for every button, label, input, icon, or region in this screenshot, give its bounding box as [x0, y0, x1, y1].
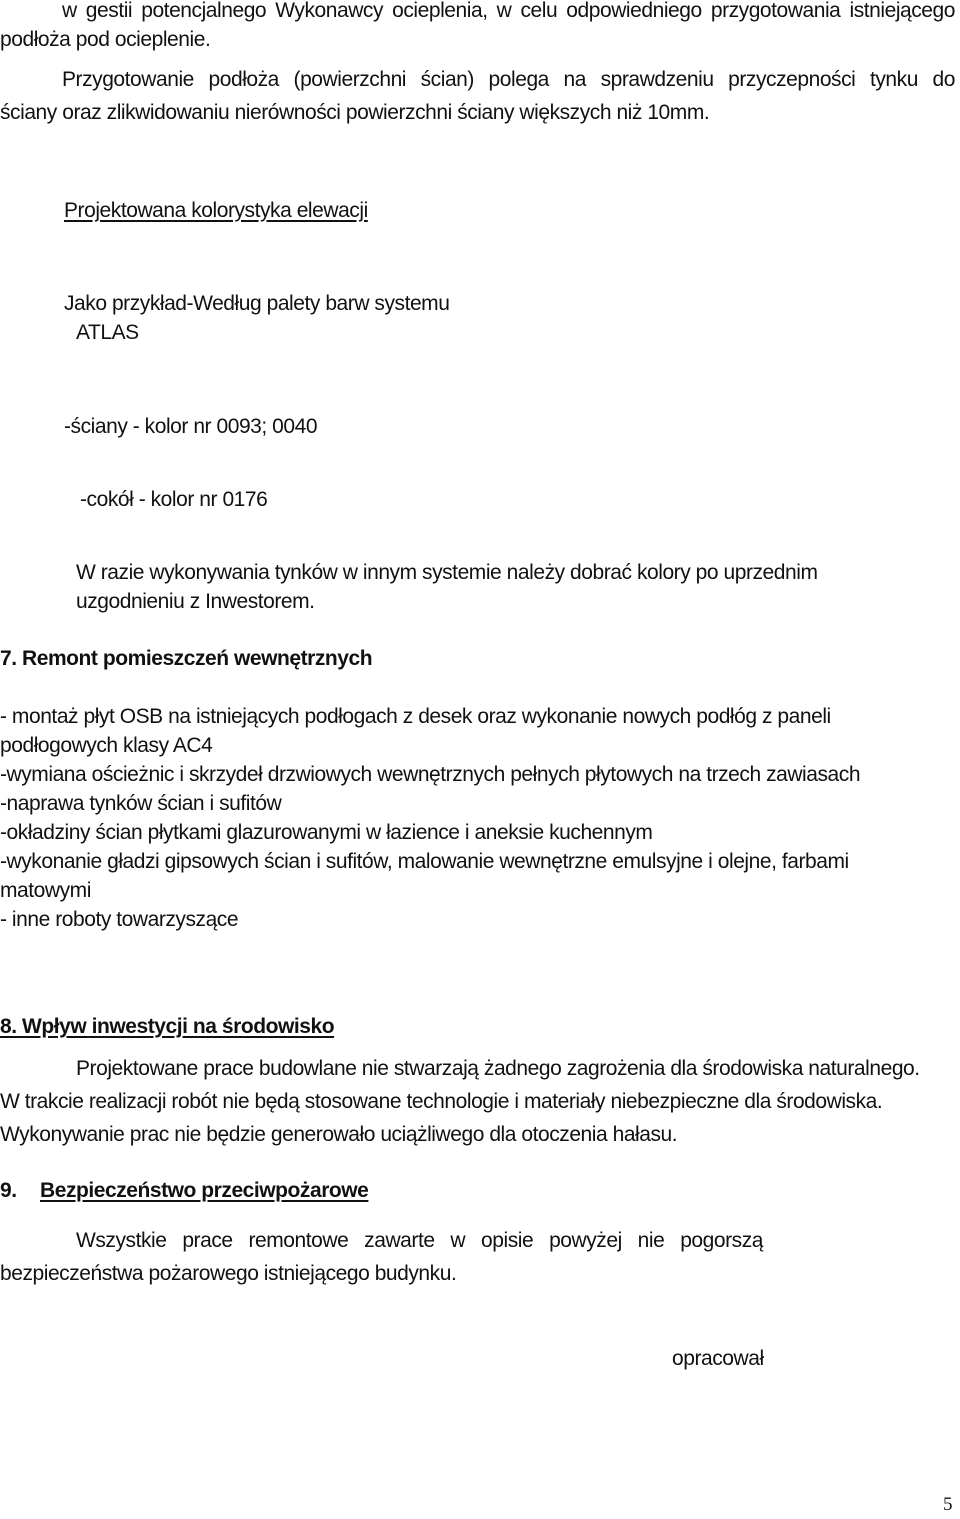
plinth-color: -cokół - kolor nr 0176	[80, 488, 268, 511]
intro-line-1: w gestii potencjalnego Wykonawcy ocieplenia, w celu odpowiedniego przygotowania istniejącego	[62, 0, 955, 22]
section-7-heading: 7. Remont pomieszczeń wewnętrznych	[0, 647, 373, 670]
color-note-line-1: W razie wykonywania tynków w innym systemie należy dobrać kolory po uprzednim	[76, 561, 818, 584]
section-7-item: -wymiana ościeżnic i skrzydeł drzwiowych wewnętrznych pełnych płytowych na trzech zawiasach	[0, 763, 861, 786]
section-7-item: -wykonanie gładzi gipsowych ścian i sufitów, malowanie wewnętrzne emulsyjne i olejne, farbami	[0, 850, 849, 873]
color-note-line-2: uzgodnieniu z Inwestorem.	[76, 590, 315, 613]
signature-label: opracował	[672, 1347, 764, 1370]
section-9-line-1: Wszystkie prace remontowe zawarte w opisie powyżej nie pogorszą	[76, 1229, 763, 1252]
section-8-line-1: Projektowane prace budowlane nie stwarzają żadnego zagrożenia dla środowiska naturalnego.	[76, 1057, 920, 1080]
section-9-number: 9.	[0, 1179, 17, 1202]
section-8-line-3: Wykonywanie prac nie będzie generowało uciążliwego dla otoczenia hałasu.	[0, 1123, 678, 1146]
section-7-item: -okładziny ścian płytkami glazurowanymi w łazience i aneksie kuchennym	[0, 821, 653, 844]
section-7-item: podłogowych klasy AC4	[0, 734, 213, 757]
section-8-line-2: W trakcie realizacji robót nie będą stosowane technologie i materiały niebezpieczne dla środowiska.	[0, 1090, 883, 1113]
palette-example-line-2: ATLAS	[76, 321, 139, 344]
section-9-title: Bezpieczeństwo przeciwpożarowe	[40, 1179, 369, 1202]
intro-line-3: Przygotowanie podłoża (powierzchni ścian) polega na sprawdzeniu przyczepności tynku do	[62, 68, 955, 91]
section-9-line-2: bezpieczeństwa pożarowego istniejącego budynku.	[0, 1262, 457, 1285]
colors-heading: Projektowana kolorystyka elewacji	[64, 199, 368, 222]
page-number: 5	[943, 1494, 953, 1515]
section-7-item: -naprawa tynków ścian i sufitów	[0, 792, 282, 815]
section-7-item: matowymi	[0, 879, 91, 902]
section-7-item: - montaż płyt OSB na istniejących podłogach z desek oraz wykonanie nowych podłóg z paneli	[0, 705, 831, 728]
intro-line-2: podłoża pod ocieplenie.	[0, 28, 211, 51]
palette-example-line-1: Jako przykład-Według palety barw systemu	[64, 292, 450, 315]
section-7-item: - inne roboty towarzyszące	[0, 908, 239, 931]
intro-line-4: ściany oraz zlikwidowaniu nierówności powierzchni ściany większych niż 10mm.	[0, 101, 710, 124]
section-8-heading: 8. Wpływ inwestycji na środowisko	[0, 1015, 335, 1038]
walls-color: -ściany - kolor nr 0093; 0040	[64, 415, 318, 438]
